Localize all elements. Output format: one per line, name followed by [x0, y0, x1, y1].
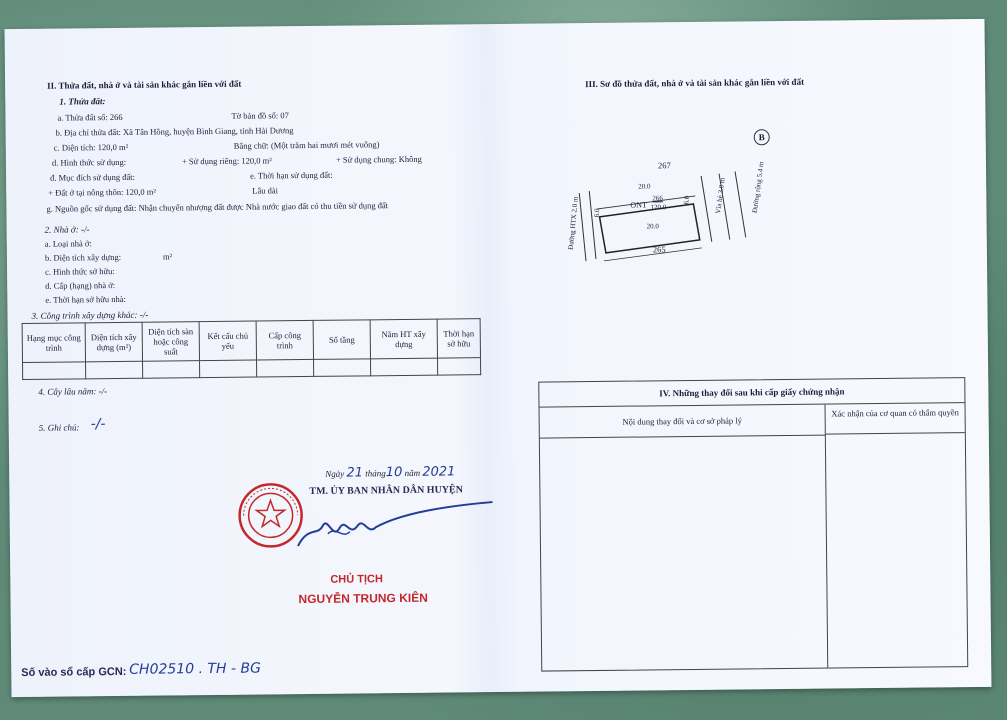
col-floor-area: Diện tích sàn hoặc công suất: [142, 322, 199, 362]
date-year: 2021: [422, 464, 456, 480]
changes-col-content: Nội dung thay đổi và cơ sở pháp lý: [540, 405, 826, 439]
col-structure: Kết cấu chủ yếu: [199, 321, 256, 361]
date-month: 10: [385, 465, 403, 481]
house-type: a. Loại nhà ở:: [44, 238, 92, 249]
col-year: Năm HT xây dựng: [370, 319, 437, 359]
certificate-sheet: [5, 19, 992, 697]
house-area-unit: m²: [162, 251, 173, 262]
dim-right: 6.0: [682, 195, 692, 205]
land-code: ONT: [630, 200, 647, 210]
house-heading: 2. Nhà ở: -/-: [44, 224, 90, 235]
col-term: Thời hạn sở hữu: [437, 319, 480, 358]
dim-bottom: 20.0: [646, 222, 659, 231]
ownership-form: c. Hình thức sở hữu:: [45, 266, 115, 277]
date-year-label: năm: [404, 467, 421, 478]
usage-term: e. Thời hạn sử dụng đất:: [250, 169, 333, 181]
road-left-label: Đường HTX 2.0 m: [566, 196, 580, 251]
plot-lot-number: 266: [652, 194, 663, 203]
table-row: [23, 358, 481, 380]
col-build-area: Diện tích xây dựng (m²): [85, 322, 142, 362]
house-area: b. Diện tích xây dựng:: [44, 251, 122, 263]
private-usage: + Sử dụng riêng: 120,0 m²: [181, 155, 272, 167]
changes-table: [538, 377, 968, 671]
note-label: 5. Ghi chú:: [38, 422, 80, 433]
dim-left: 6.0: [592, 208, 602, 218]
signature-icon: [287, 494, 508, 556]
usage-term-value: Lâu dài: [252, 185, 279, 196]
signer-title: CHỦ TỊCH: [330, 573, 383, 586]
authority-title: TM. ỦY BAN NHÂN DÂN HUYỆN: [309, 484, 463, 497]
changes-col-confirm: Xác nhận của cơ quan có thẩm quyền: [826, 403, 965, 434]
shared-usage: + Sử dụng chung: Không: [335, 153, 422, 165]
land-heading: 1. Thửa đất:: [59, 96, 106, 107]
col-item: Hạng mục công trình: [22, 323, 85, 363]
alley-label: Vỉa hè 3.0 m: [714, 177, 727, 215]
lot-number: a. Thửa đất số: 266: [57, 111, 123, 123]
usage-purpose-value: + Đất ở tại nông thôn: 120,0 m²: [48, 186, 156, 198]
date-prefix: Ngày: [325, 468, 345, 479]
signer-name: NGUYỄN TRUNG KIÊN: [298, 590, 428, 607]
north-arrow-icon: B: [754, 129, 770, 145]
other-works-table: [22, 318, 482, 380]
land-area: c. Diện tích: 120,0 m²: [53, 141, 129, 153]
col-grade: Cấp công trình: [256, 320, 313, 360]
plot-area: 120.0: [650, 203, 667, 212]
usage-purpose: đ. Mục đích sử dụng đất:: [50, 171, 136, 183]
ownership-term: e. Thời hạn sở hữu nhà:: [45, 293, 126, 305]
land-address: b. Địa chỉ thửa đất: Xã Tân Hồng, huyện Bình Giang, tỉnh Hải Dương: [55, 125, 294, 138]
registry-value: CH02510 . TH - BG: [129, 660, 262, 678]
neighbor-south: 265: [652, 244, 666, 255]
other-works-heading: 3. Công trình xây dựng khác: -/-: [31, 309, 149, 321]
date-line: [325, 464, 455, 480]
date-day: 21: [346, 465, 364, 481]
section-3-title: III. Sơ đồ thửa đất, nhà ở và tài sản khác gắn liền với đất: [585, 76, 805, 90]
trees-line: 4. Cây lâu năm: -/-: [38, 386, 108, 397]
neighbor-north: 267: [657, 160, 671, 171]
map-sheet-number: Tờ bản đồ số: 07: [231, 110, 289, 121]
road-right-label: Đường rộng 5.4 m: [750, 161, 766, 214]
land-origin: g. Nguồn gốc sử dụng đất: Nhận chuyển nhượng đất được Nhà nước giao đất có thu tiền sử dụng đất: [46, 200, 389, 214]
col-floors: Số tầng: [313, 320, 370, 360]
land-area-words: Bằng chữ: (Một trăm hai mươi mét vuông): [233, 139, 380, 151]
dim-top: 20.0: [638, 182, 651, 191]
changes-title: IV. Những thay đổi sau khi cấp giấy chứng nhận: [539, 378, 964, 407]
usage-form: d. Hình thức sử dụng:: [51, 156, 127, 168]
registry-label: Số vào sổ cấp GCN:: [21, 665, 127, 680]
note-handwritten: -/-: [90, 416, 106, 433]
changes-divider: [825, 436, 828, 668]
date-month-label: tháng: [365, 468, 386, 479]
plot-diagram: [571, 161, 762, 293]
house-grade: d. Cấp (hạng) nhà ở:: [45, 280, 116, 291]
section-2-title: II. Thửa đất, nhà ở và tài sản khác gắn liền với đất: [47, 78, 242, 91]
